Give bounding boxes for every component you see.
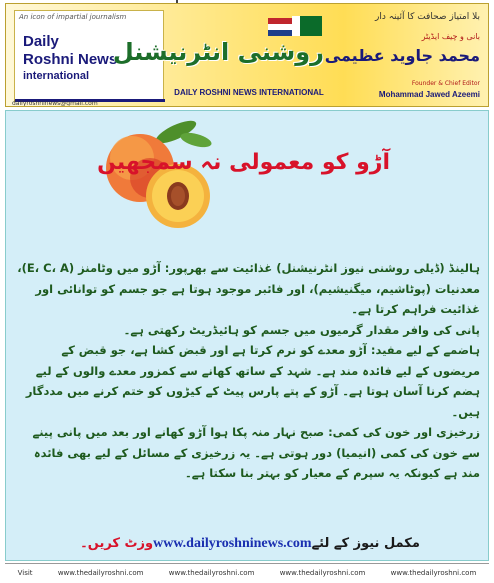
paragraph-fertility: زرخیزی اور خون کی کمی: صبح نہار منہ پکا ہوا آڑو کھانے اور بعد میں پانی پینے سے خون کی کمی (انیمیا) دور ہوتی ہے۔ یہ زرخیزی کے مسائل کے لیے بھی فائدہ مند ہے کیونکہ یہ سپرم کے معیار کو بہتر بنا سکتا ہے۔	[32, 425, 480, 480]
editor-block	[324, 10, 482, 102]
english-masthead: DAILY ROSHNI NEWS INTERNATIONAL	[174, 88, 324, 97]
footer-visit-label: Visit	[17, 569, 33, 577]
visit-website-line	[60, 536, 440, 552]
urdu-masthead-block	[112, 10, 324, 102]
english-tagline: An icon of impartial journalism	[19, 13, 127, 21]
logo-roshni-news: Roshni News	[23, 51, 118, 68]
footer-link[interactable]: www.thedailyroshni.com	[279, 569, 366, 577]
cta-prefix: مکمل نیوز کے لئے	[311, 536, 420, 551]
logo-international: international	[23, 70, 90, 82]
peach-image	[98, 118, 218, 233]
netherlands-flag-icon	[268, 18, 292, 36]
header-email: dailyroshninews@gmail.com	[12, 100, 98, 107]
urdu-masthead: روشنی انٹرنیشنل	[112, 38, 324, 66]
article-headline: آڑو کو معمولی نہ سمجھیں	[97, 150, 390, 175]
cta-suffix: وزٹ کریں۔	[80, 536, 154, 551]
footer-link[interactable]: www.thedailyroshni.com	[57, 569, 144, 577]
pakistan-flag-icon	[292, 16, 322, 36]
editor-name-english: Mohammad Jawed Azeemi	[378, 90, 480, 99]
logo-daily: Daily	[23, 33, 59, 50]
article-body	[14, 258, 480, 484]
newspaper-header	[5, 3, 489, 107]
paragraph-nutrition: ہالینڈ (ڈیلی روشنی نیوز انٹرنیشنل) غذائیت سے بھرپور: آڑو میں وٹامنز (E، C، A)، معدنیات (پوٹاشیم، میگنیشیم)، اور فائبر موجود ہوتا ہے جو جسم کو توانائی اور غذائیت فراہم کرتا ہے۔	[17, 261, 480, 316]
paragraph-digestion: ہاضمے کے لیے مفید: آڑو معدے کو نرم کرتا ہے اور قبض کشا ہے، جو قبض کے مریضوں کے لیے فائدہ مند ہے۔ شہد کے ساتھ کھانے سے کمزور معدے والوں کے لیے ہضم کرنا آسان ہوتا ہے۔ آڑو کے پتے پارس پیٹ کے کیڑوں کو ختم کرنے میں مددگار ہیں۔	[25, 343, 480, 419]
founder-label-urdu: بانی و چیف ایڈیٹر	[421, 32, 480, 41]
founder-label-english: Founder & Chief Editor	[411, 80, 480, 87]
footer-link[interactable]: www.thedailyroshni.com	[168, 569, 255, 577]
website-link[interactable]: www.dailyroshninews.com	[153, 536, 312, 551]
urdu-tagline: بلا امتیاز صحافت کا آئینہ دار	[375, 12, 480, 22]
footer-strip	[5, 563, 489, 582]
editor-name-urdu: محمد جاوید عظیمی	[324, 46, 480, 65]
footer-link[interactable]: www.thedailyroshni.com	[390, 569, 477, 577]
paragraph-hydration: پانی کی وافر مقدار گرمیوں میں جسم کو ہائیڈریٹ رکھتی ہے۔	[123, 322, 480, 337]
